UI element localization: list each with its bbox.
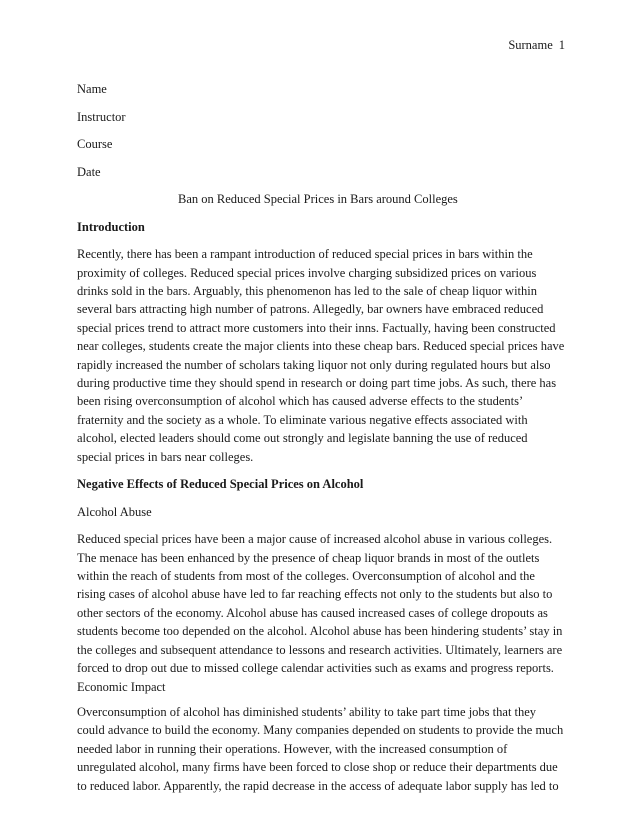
paragraph-line: proximity of colleges. Reduced special prices involve charging subsidized prices on various (77, 265, 537, 280)
paragraph-line: special prices trend to attract more customers into their inns. Factually, having been constructed (77, 320, 556, 335)
introduction-heading: Introduction (77, 219, 145, 234)
paragraph-line: alcohol, elected leaders should come out strongly and legislate banning the use of reduced (77, 431, 528, 446)
paragraph-line: been rising overconsumption of alcohol which has caused adverse effects to the students’ (77, 394, 524, 409)
paragraph-line: unregulated alcohol, many firms have been forced to close shop or reduce their departments due (77, 760, 558, 775)
economic-impact-heading: Economic Impact (77, 679, 166, 694)
paragraph-line: Recently, there has been a rampant introduction of reduced special prices in bars within the (77, 247, 533, 262)
essay-title: Ban on Reduced Special Prices in Bars around Colleges (178, 192, 458, 206)
paragraph-line: Reduced special prices have been a major cause of increased alcohol abuse in various colleges. (77, 532, 553, 547)
paragraph-line: students become too depended on the alcohol. Alcohol abuse has been hindering students’ stay in (77, 624, 563, 639)
paragraph-line: Overconsumption of alcohol has diminished students’ ability to take part time jobs that they (77, 704, 537, 719)
header-page-number: 1 (558, 38, 565, 52)
paragraph-line: within the reach of students from most of the colleges. Overconsumption of alcohol and the (77, 569, 535, 584)
page-header (508, 38, 565, 53)
document-body (77, 80, 563, 804)
instructor-name: Instructor (77, 109, 126, 124)
paragraph-line: forced to drop out due to missed college calendar activities such as exams and progress reports. (77, 661, 554, 676)
paragraph-line: could advance to build the economy. Many companies depended on students to provide the much (77, 723, 564, 738)
paragraph-line: rapidly increased the number of scholars taking liquor not only during regulated hours but also (77, 357, 551, 372)
paragraph-line: special prices in bars near colleges. (77, 449, 254, 464)
course-name: Course (77, 137, 113, 151)
introduction-paragraph (77, 245, 563, 466)
paragraph-line: to reduced labor. Apparently, the rapid decrease in the access of adequate labor supply has led to (77, 778, 559, 793)
date-line: Date (77, 164, 101, 179)
paragraph-line: other sectors of the economy. Alcohol abuse has caused increased cases of college dropouts as (77, 605, 548, 620)
paragraph-line: drinks sold in the bars. Arguably, this phenomenon has led to the sale of cheap liquor within (77, 283, 537, 298)
economic-impact-paragraph (77, 703, 563, 795)
paragraph-line: during productive time they should spend in research or doing part time jobs. As such, there has (77, 375, 557, 390)
paragraph-line: the colleges and subsequent attendance to lessons and research activities. Ultimately, learners are (77, 642, 563, 657)
alcohol-abuse-heading: Alcohol Abuse (77, 504, 152, 519)
paragraph-line: needed labor in running their operations. However, with the increased consumption of (77, 741, 508, 756)
paragraph-line: The menace has been enhanced by the presence of cheap liquor brands in most of the outlets (77, 550, 540, 565)
paragraph-line: near colleges, students create the major clients into these cheap bars. Reduced special prices have (77, 339, 565, 354)
negative-effects-heading: Negative Effects of Reduced Special Prices on Alcohol (77, 477, 364, 492)
paragraph-line: rising cases of alcohol abuse have led to far reaching effects not only to the students but also to (77, 587, 553, 602)
student-name: Name (77, 82, 107, 96)
header-surname: Surname (508, 38, 553, 52)
alcohol-abuse-paragraph (77, 530, 563, 677)
paragraph-line: several bars attracting high number of patrons. Allegedly, bar owners have embraced reduced (77, 302, 544, 317)
paragraph-line: fraternity and the society as a whole. To eliminate various negative effects associated with (77, 412, 528, 427)
